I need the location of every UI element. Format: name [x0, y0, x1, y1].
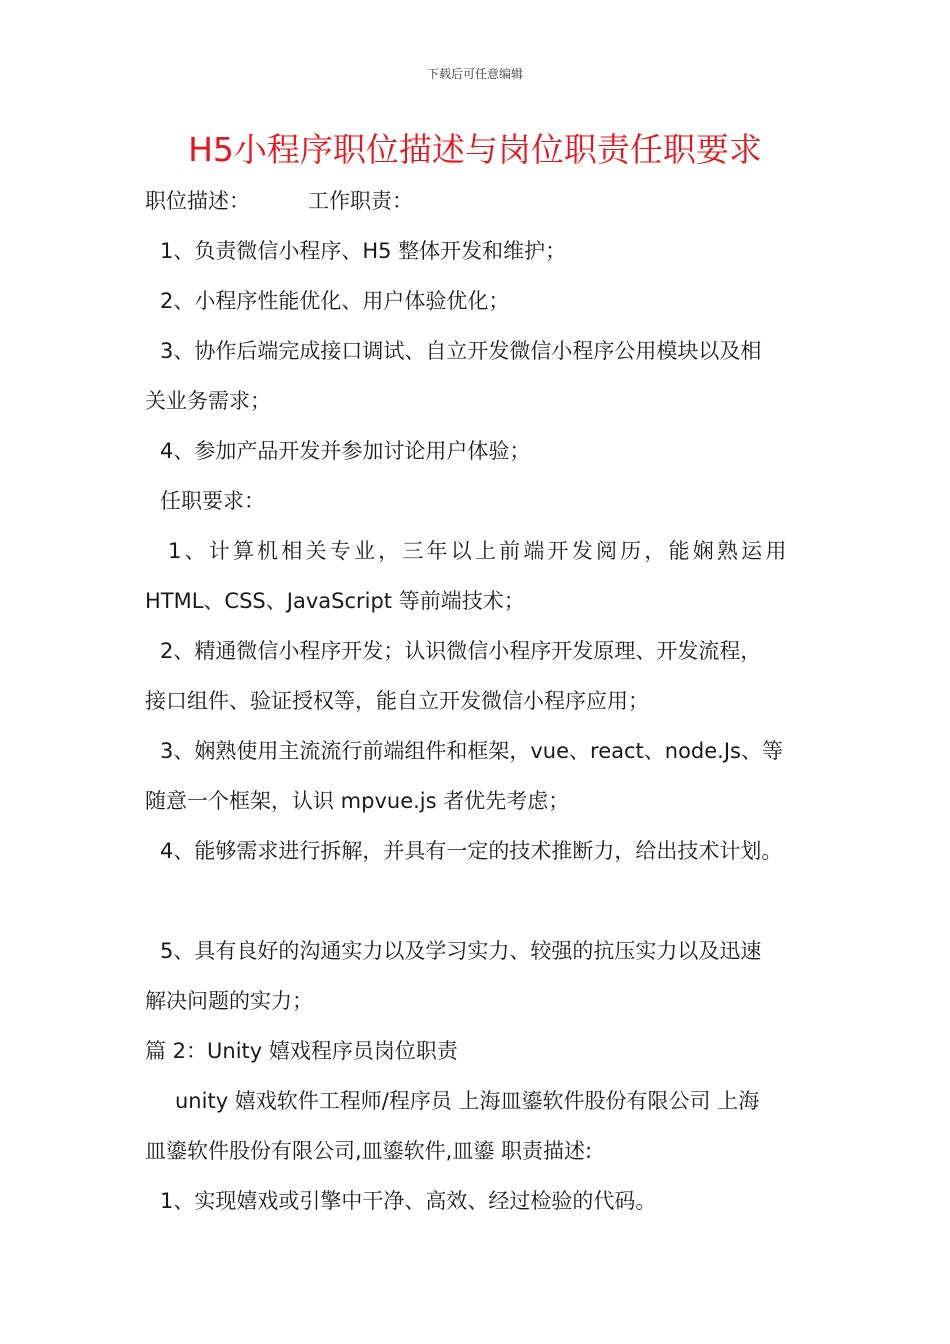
job-description-label: 职位描述： [145, 189, 250, 213]
paragraph-line: HTML、CSS、JavaScript 等前端技术； [145, 589, 525, 613]
paragraph-line: 5、具有良好的沟通实力以及学习实力、较强的抗压实力以及迅速 [160, 939, 762, 963]
paragraph-line: 4、能够需求进行拆解，并具有一定的技术推断力，给出技术计划。 [160, 839, 783, 863]
header-note: 下载后可任意编辑 [426, 67, 523, 81]
paragraph-line: unity 嬉戏软件工程师/程序员 上海皿鎏软件股份有限公司 上海 [175, 1089, 760, 1113]
paragraph-line: 1、负责微信小程序、H5 整体开发和维护； [160, 239, 567, 263]
paragraph-line: 解决问题的实力； [145, 989, 313, 1013]
section-heading: 篇 2：Unity 嬉戏程序员岗位职责 [145, 1039, 458, 1063]
paragraph-line: 接口组件、验证授权等，能自立开发微信小程序应用； [145, 689, 649, 713]
paragraph-line: 2、精通微信小程序开发；认识微信小程序开发原理、开发流程， [160, 639, 762, 663]
document-title: H5小程序职位描述与岗位职责任职要求 [188, 130, 762, 169]
paragraph-line: 随意一个框架，认识 mpvue.js 者优先考虑； [145, 789, 570, 813]
paragraph-line: 2、小程序性能优化、用户体验优化； [160, 289, 510, 313]
paragraph-line: 3、娴熟使用主流流行前端组件和框架，vue、react、node.Js、等 [160, 739, 783, 763]
paragraph-line [145, 186, 413, 216]
paragraph-line: 1、实现嬉戏或引擎中干净、高效、经过检验的代码。 [160, 1189, 657, 1213]
duties-label: 工作职责： [308, 189, 413, 213]
paragraph-line: 1、计算机相关专业，三年以上前端开发阅历，能娴熟运用 [168, 539, 790, 563]
paragraph-line: 皿鎏软件股份有限公司,皿鎏软件,皿鎏 职责描述: [145, 1139, 593, 1163]
section-heading: 任职要求： [160, 489, 265, 513]
paragraph-line: 4、参加产品开发并参加讨论用户体验； [160, 439, 531, 463]
paragraph-line: 关业务需求； [145, 389, 271, 413]
paragraph-line: 3、协作后端完成接口调试、自立开发微信小程序公用模块以及相 [160, 339, 762, 363]
